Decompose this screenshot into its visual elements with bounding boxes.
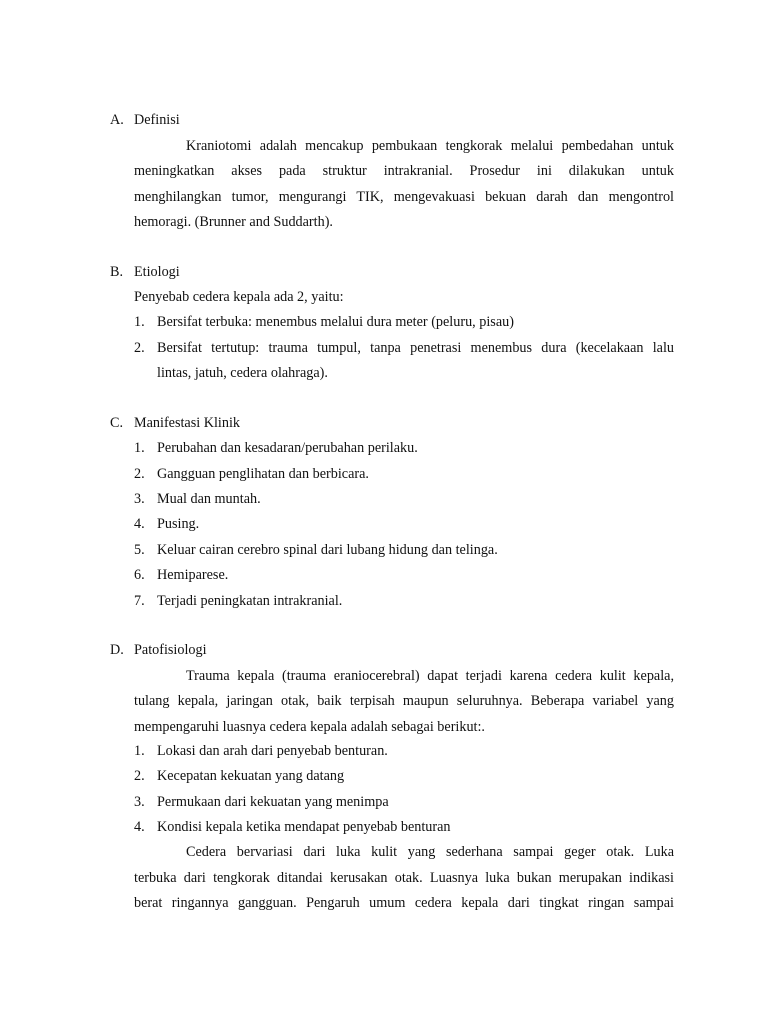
list-item-text: Keluar cairan cerebro spinal dari lubang hidung dan telinga. — [157, 542, 498, 558]
list-item-number: 7. — [134, 593, 145, 609]
section-b-letter: B. — [110, 264, 124, 280]
list-item-number: 6. — [134, 567, 145, 583]
section-a-heading — [110, 111, 180, 129]
list-item-text: Lokasi dan arah dari penyebab benturan. — [157, 743, 388, 759]
section-c-title: Manifestasi Klinik — [134, 415, 240, 431]
section-b-intro: Penyebab cedera kepala ada 2, yaitu: — [134, 289, 344, 305]
list-item-text: Bersifat terbuka: menembus melalui dura meter (peluru, pisau) — [157, 314, 514, 330]
list-item-number: 3. — [134, 491, 145, 507]
list-item-number: 5. — [134, 542, 145, 558]
list-item-text: Kondisi kepala ketika mendapat penyebab benturan — [157, 819, 451, 835]
list-item-text: Gangguan penglihatan dan berbicara. — [157, 466, 369, 482]
section-a-title: Definisi — [134, 112, 180, 128]
section-b-heading — [110, 263, 180, 281]
section-d-letter: D. — [110, 642, 124, 658]
section-a-line-1: Kraniotomi adalah mencakup pembukaan tengkorak melalui pembedahan untuk — [186, 138, 674, 154]
list-item-number: 1. — [134, 743, 145, 759]
section-d-line-2: tulang kepala, jaringan otak, baik terpisah maupun seluruhnya. Beberapa variabel yang — [134, 693, 674, 709]
list-item-number: 1. — [134, 314, 145, 330]
list-item-text: Mual dan muntah. — [157, 491, 261, 507]
section-d-line-1: Trauma kepala (trauma eraniocerebral) dapat terjadi karena cedera kulit kepala, — [186, 668, 674, 684]
section-d-closing-line-2: terbuka dari tengkorak ditandai kerusakan otak. Luasnya luka bukan merupakan indikasi — [134, 870, 674, 886]
list-item-text: Kecepatan kekuatan yang datang — [157, 768, 345, 784]
section-d-heading — [110, 641, 207, 659]
section-d-line-3: mempengaruhi luasnya cedera kepala adalah sebagai berikut:. — [134, 719, 485, 735]
list-item-text: Bersifat tertutup: trauma tumpul, tanpa penetrasi menembus dura (kecelakaan lalu — [157, 340, 674, 356]
section-c-letter: C. — [110, 415, 124, 431]
list-item-number: 2. — [134, 768, 145, 784]
section-d-closing-line-1: Cedera bervariasi dari luka kulit yang sederhana sampai geger otak. Luka — [186, 844, 674, 860]
list-item-text: Perubahan dan kesadaran/perubahan perilaku. — [157, 440, 418, 456]
list-item-text: Permukaan dari kekuatan yang menimpa — [157, 794, 389, 810]
section-d-title: Patofisiologi — [134, 642, 207, 658]
list-item-number: 2. — [134, 466, 145, 482]
section-a-line-4: hemoragi. (Brunner and Suddarth). — [134, 214, 333, 230]
section-a-line-2: meningkatkan akses pada struktur intrakranial. Prosedur ini dilakukan untuk — [134, 163, 674, 179]
list-item-continuation: lintas, jatuh, cedera olahraga). — [157, 365, 328, 381]
list-item-number: 1. — [134, 440, 145, 456]
section-c-heading — [110, 414, 240, 432]
section-d-closing-line-3: berat ringannya gangguan. Pengaruh umum cedera kepala dari tingkat ringan sampai — [134, 895, 674, 911]
section-b-title: Etiologi — [134, 264, 180, 280]
list-item-text: Hemiparese. — [157, 567, 229, 583]
list-item-number: 3. — [134, 794, 145, 810]
section-a-letter: A. — [110, 112, 124, 128]
list-item-number: 2. — [134, 340, 145, 356]
list-item-text: Terjadi peningkatan intrakranial. — [157, 593, 343, 609]
list-item-number: 4. — [134, 819, 145, 835]
list-item-text: Pusing. — [157, 516, 200, 532]
section-a-line-3: menghilangkan tumor, mengurangi TIK, mengevakuasi bekuan darah dan mengontrol — [134, 189, 674, 205]
list-item-number: 4. — [134, 516, 145, 532]
